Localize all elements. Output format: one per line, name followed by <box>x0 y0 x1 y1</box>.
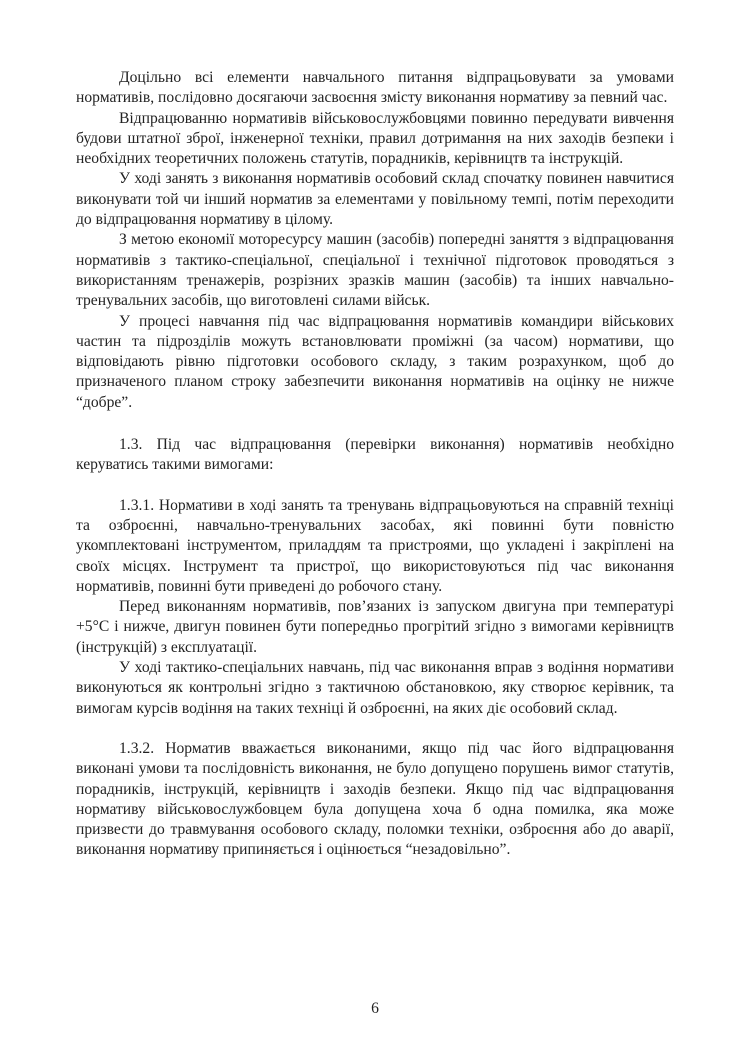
paragraph-intro-5: У процесі навчання під час відпрацювання нормативів командири військових частин та підрозділів можуть встановлювати проміжні (за часом) нормативи, що відповідають рівню підготовки особового складу, з таким розрахунком, щоб до призначеного планом строку забезпечити виконання нормативів на оцінку не нижче “добре”. <box>76 312 674 411</box>
section-1-3-heading: 1.3. Під час відпрацювання (перевірки виконання) нормативів необхідно керуватись такими вимогами: <box>76 436 674 474</box>
section-1-3-1-paragraph-2: Перед виконанням нормативів, пов’язаних із запуском двигуна при температурі +5°С і нижче, двигун повинен бути попередньо прогрітий згідно з вимогами керівництв (інструкцій) з експлуатації. <box>76 598 674 656</box>
paragraph-intro-4: З метою економії моторесурсу машин (засобів) попередні заняття з відпрацювання нормативів з тактико-спеціальної, спеціальної і технічної підготовок проводяться з використанням тренажерів, розрізних зразків машин (засобів) та інших навчально-тренувальних засобів, що виготовлені силами військ. <box>76 231 674 310</box>
page-content <box>76 68 674 861</box>
section-1-3-2-paragraph: 1.3.2. Норматив вважається виконаними, якщо під час його відпрацювання виконані умови та послідовність виконання, не було допущено порушень вимог статутів, порадників, інструкцій, керівництв і заходів безпеки. Якщо під час відпрацювання нормативу військовослужбовцем була допущена хоча б одна помилка, яка може призвести до травмування особового складу, поломки техніки, озброєння або до аварії, виконання нормативу припиняється і оцінюється “незадовільно”. <box>76 739 674 859</box>
paragraph-intro-2: Відпрацюванню нормативів військовослужбовцями повинно передувати вивчення будови штатної зброї, інженерної техніки, правил дотримання на них заходів безпеки і необхідних теоретичних положень статутів, порадників, керівництв та інструкцій. <box>76 109 674 168</box>
paragraph-intro-1: Доцільно всі елементи навчального питання відпрацьовувати за умовами нормативів, послідовно досягаючи засвоєння змісту виконання нормативу за певний час. <box>76 69 674 107</box>
page-number: 6 <box>371 1000 379 1017</box>
section-gap <box>76 413 674 435</box>
section-1-3-1-paragraph-3: У ході тактико-спеціальних навчань, під час виконання вправ з водіння нормативи виконуються як контрольні згідно з тактичною обстановкою, яку створює керівник, та вимогам курсів водіння на таких техніці й озброєнні, на яких діє особовий склад. <box>76 659 674 717</box>
paragraph-intro-3: У ході занять з виконання нормативів особовий склад спочатку повинен навчитися виконувати той чи інший норматив за елементами у повільному темпі, потім переходити до відпрацювання нормативу в цілому. <box>76 170 674 229</box>
section-gap <box>76 719 674 739</box>
section-1-3-1-paragraph-1: 1.3.1. Нормативи в ході занять та тренувань відпрацьовуються на справній техніці та озброєнні, навчально-тренувальних засобах, які повинні бути повністю укомплектовані інструментом, приладдям та пристроями, що укладені і закріплені на своїх місцях. Інструмент та пристрої, що використовуються під час виконання нормативів, повинні бути приведені до робочого стану. <box>76 496 674 595</box>
section-gap <box>76 476 674 496</box>
